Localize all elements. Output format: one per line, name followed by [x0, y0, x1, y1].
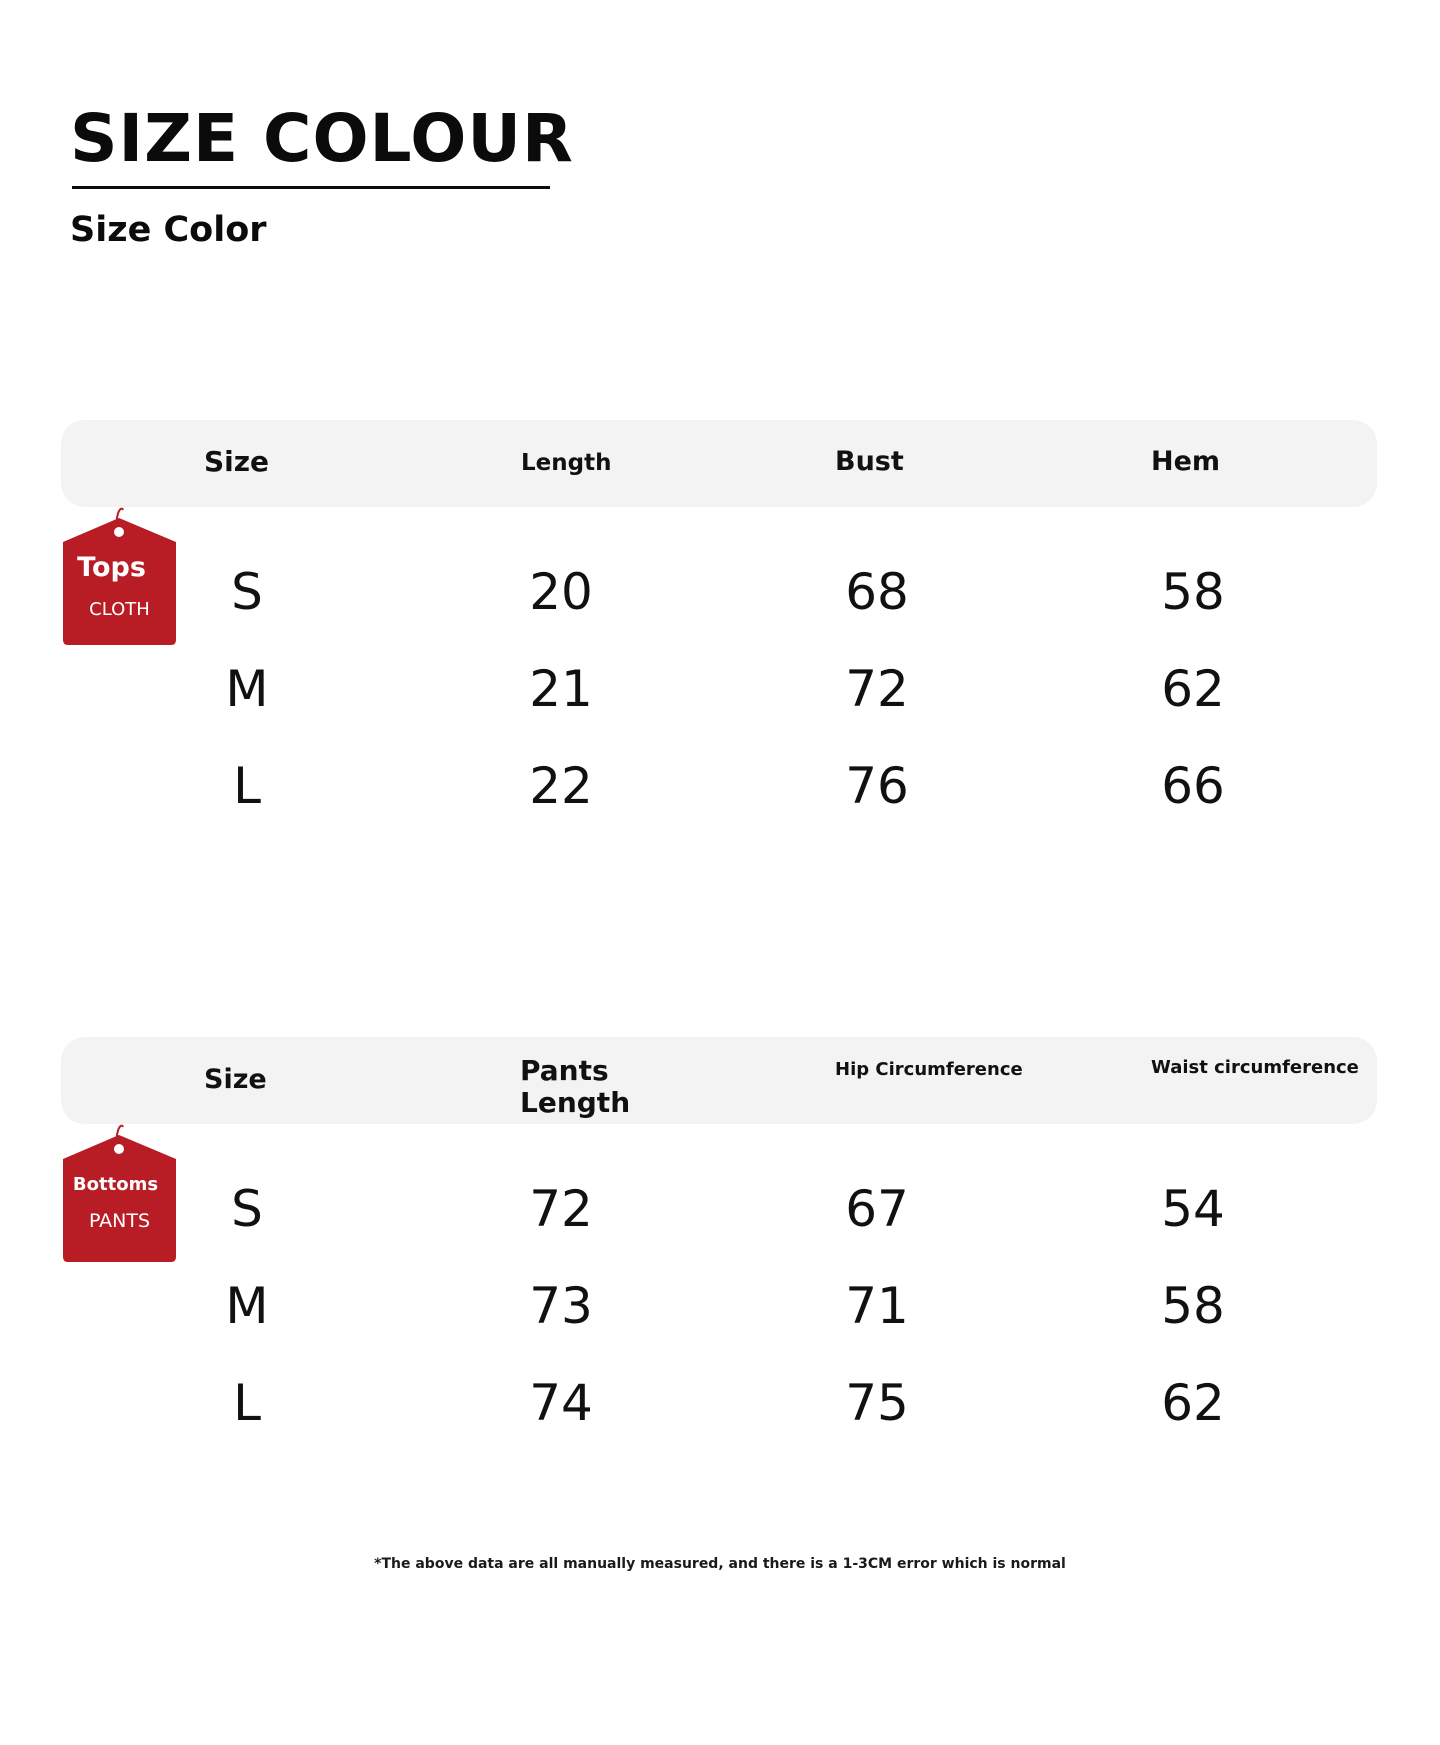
table-row [61, 1169, 1377, 1249]
pants-length-cell: 72 [529, 1180, 593, 1238]
tops-size-table [61, 420, 1377, 840]
column-header-waist-circumference: Waist circumference [1151, 1057, 1359, 1078]
waist-cell: 54 [1161, 1180, 1225, 1238]
hip-cell: 75 [845, 1374, 909, 1432]
hip-cell: 67 [845, 1180, 909, 1238]
length-cell: 20 [529, 563, 593, 621]
column-header-hip-circumference: Hip Circumference [835, 1059, 1023, 1080]
table-row [61, 552, 1377, 632]
table-row [61, 1266, 1377, 1346]
column-header-bust: Bust [835, 446, 904, 477]
title-underline [72, 186, 550, 189]
waist-cell: 62 [1161, 1374, 1225, 1432]
waist-cell: 58 [1161, 1277, 1225, 1335]
page-subtitle: Size Color [70, 210, 267, 250]
size-cell: M [225, 660, 269, 718]
pants-length-cell: 73 [529, 1277, 593, 1335]
tag-sublabel: PANTS [88, 1210, 151, 1232]
hem-cell: 62 [1161, 660, 1225, 718]
hem-cell: 66 [1161, 757, 1225, 815]
size-cell: S [231, 1180, 263, 1238]
table-row [61, 746, 1377, 826]
tag-label: Tops [77, 552, 146, 583]
column-header-pants-length: Pants Length [520, 1054, 631, 1119]
size-cell: S [231, 563, 263, 621]
length-cell: 22 [529, 757, 593, 815]
tag-sublabel: CLOTH [89, 599, 150, 620]
size-cell: L [233, 1374, 261, 1432]
table-row [61, 1363, 1377, 1443]
size-cell: L [233, 757, 261, 815]
bust-cell: 72 [845, 660, 909, 718]
tag-label: Bottoms [72, 1174, 159, 1195]
hem-cell: 58 [1161, 563, 1225, 621]
measurement-disclaimer: *The above data are all manually measured, and there is a 1-3CM error which is normal [374, 1556, 1066, 1572]
hip-cell: 71 [845, 1277, 909, 1335]
table-row [61, 649, 1377, 729]
bottoms-size-table [61, 1037, 1377, 1457]
bust-cell: 68 [845, 563, 909, 621]
pants-length-cell: 74 [529, 1374, 593, 1432]
size-cell: M [225, 1277, 269, 1335]
bust-cell: 76 [845, 757, 909, 815]
column-header-size: Size [204, 445, 270, 478]
length-cell: 21 [529, 660, 593, 718]
column-header-length: Length [521, 450, 612, 476]
column-header-hem: Hem [1151, 446, 1221, 477]
column-header-size: Size [204, 1064, 267, 1095]
page-title: SIZE COLOUR [70, 100, 574, 177]
